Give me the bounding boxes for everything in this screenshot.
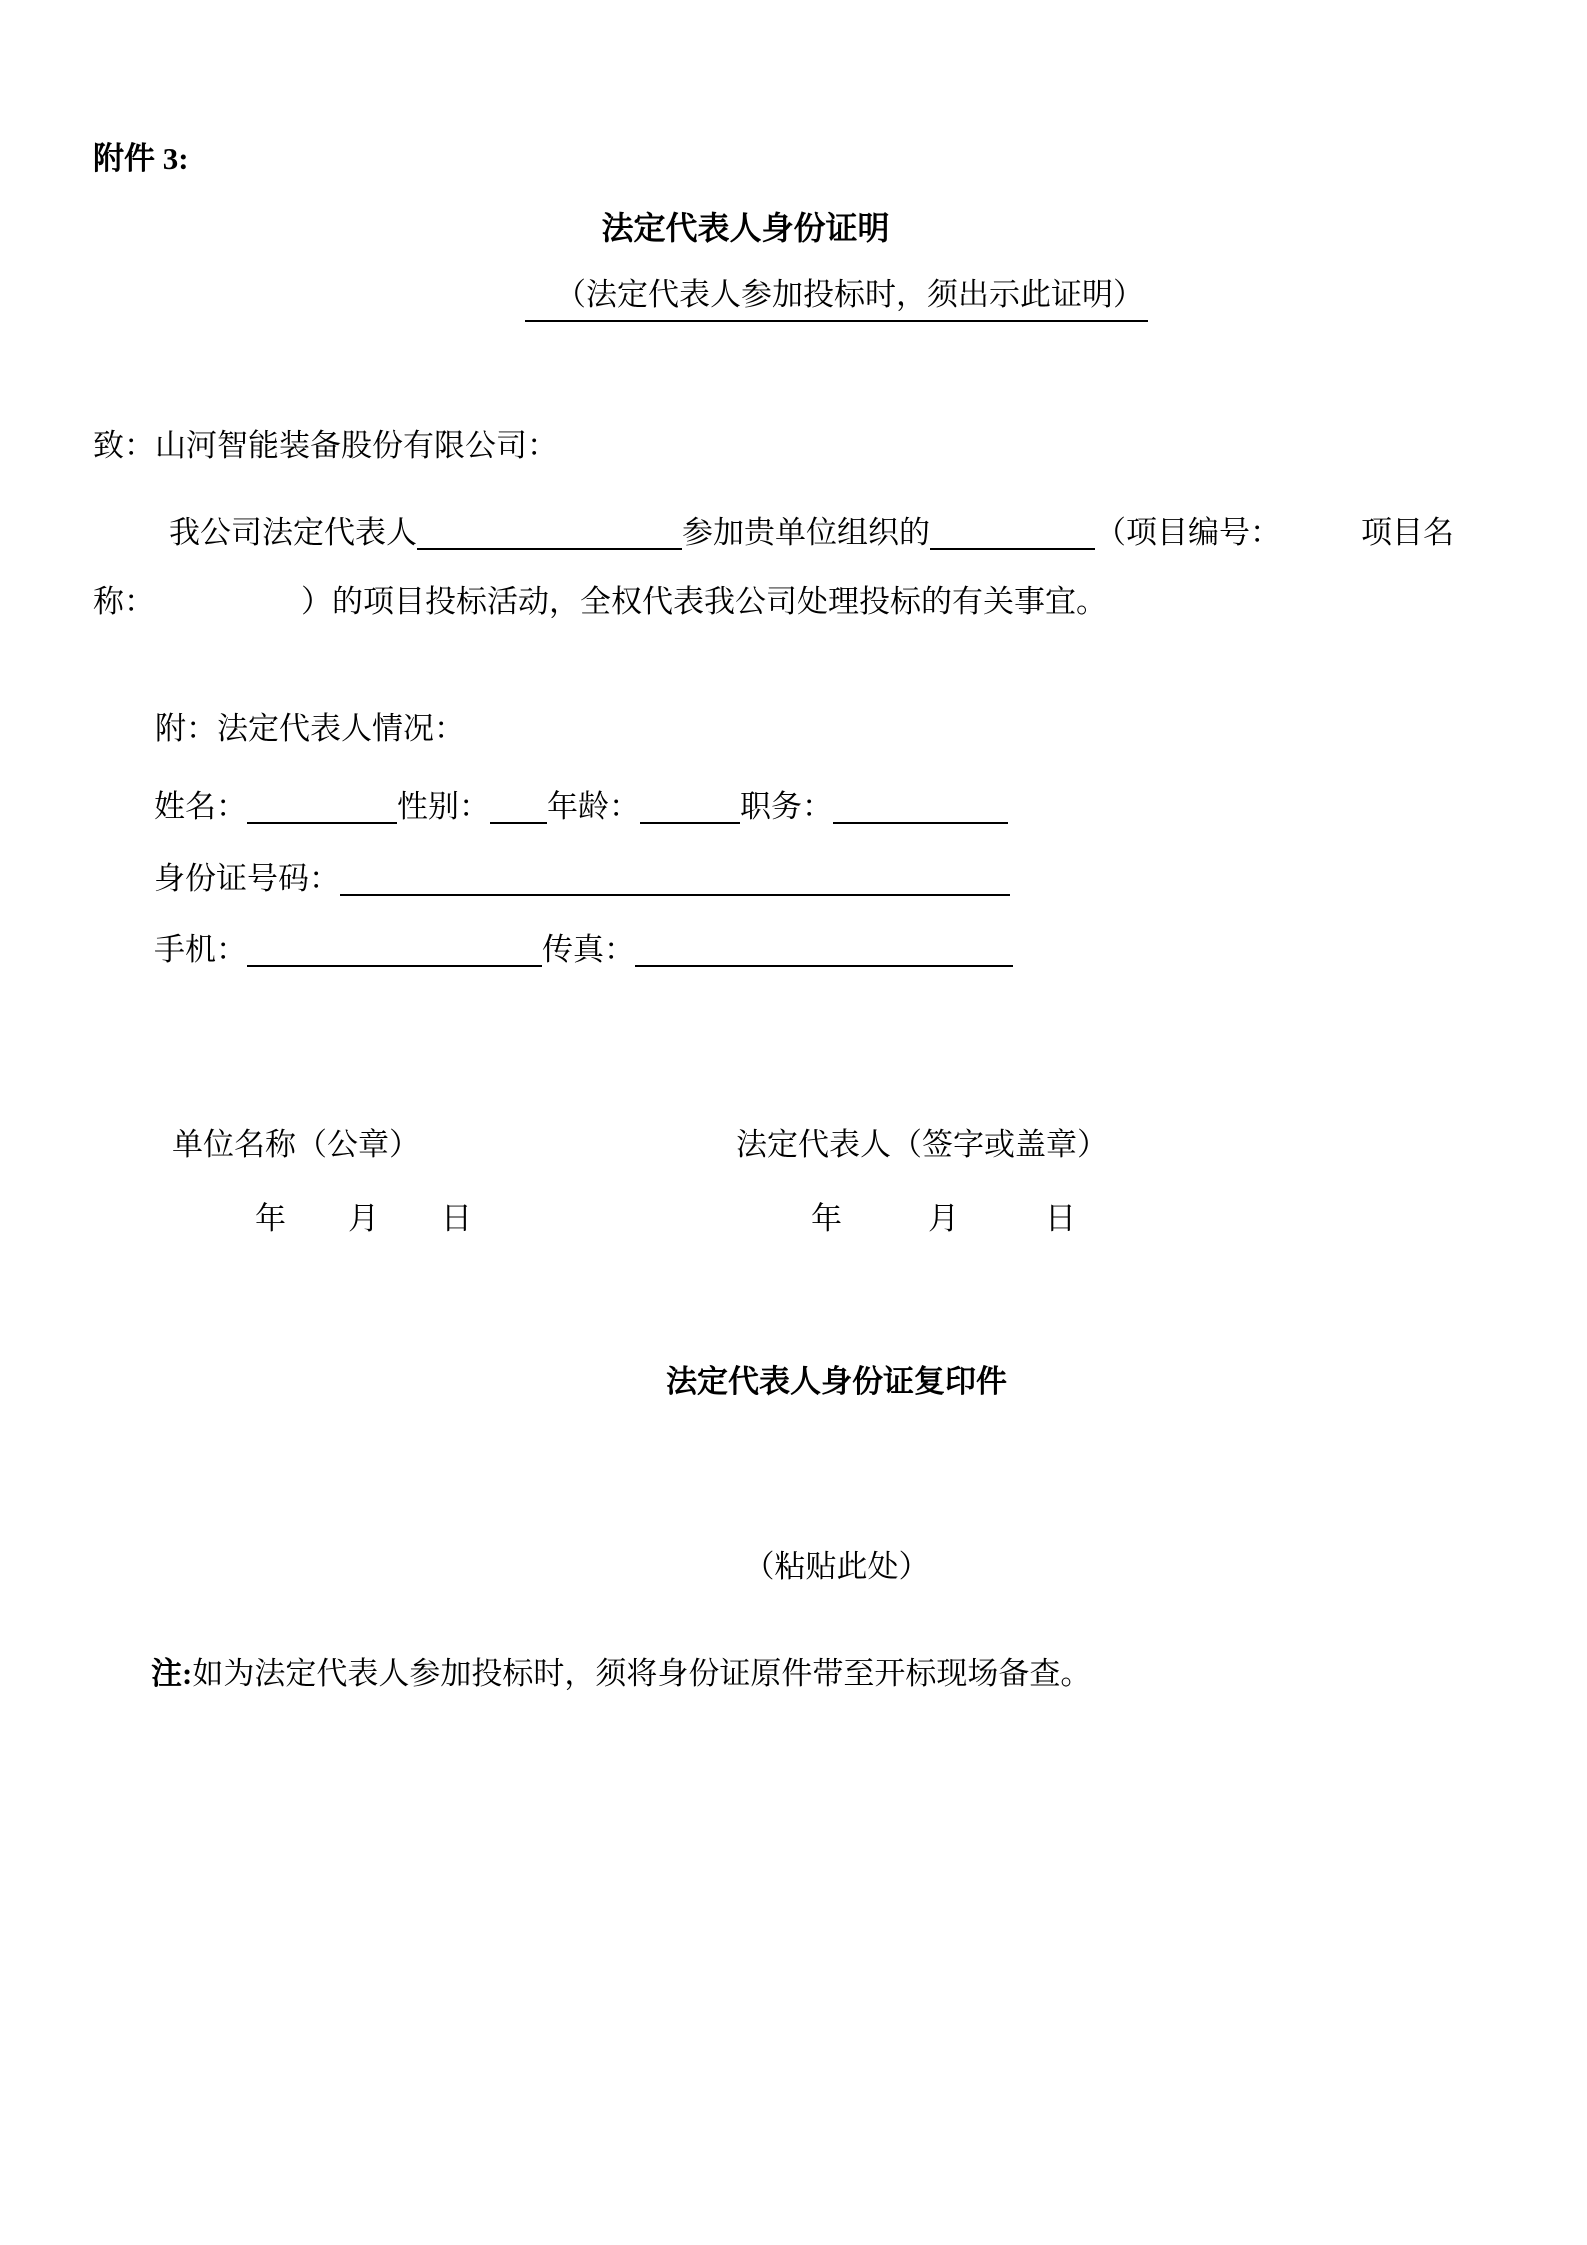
page-title: 法定代表人身份证明 <box>601 210 890 246</box>
subtitle-row <box>93 276 1494 322</box>
body-text-1: 我公司法定代表人 <box>169 515 417 550</box>
fax-label: 传真： <box>542 932 635 967</box>
project-blank <box>930 517 1095 550</box>
paste-here-row <box>93 1548 1494 1587</box>
paste-here-label: （粘贴此处） <box>743 1549 930 1584</box>
note-prefix: 注: <box>151 1656 193 1691</box>
id-copy-heading-row <box>93 1363 1494 1402</box>
id-copy-heading: 法定代表人身份证复印件 <box>666 1364 1007 1399</box>
rep-info-heading: 附：法定代表人情况： <box>155 711 465 746</box>
attachment-label: 附件 3: <box>93 141 189 176</box>
body-text-3: （项目编号： <box>1095 515 1281 550</box>
fax-blank <box>635 934 1013 967</box>
name-row <box>154 788 1555 827</box>
gender-label: 性别： <box>397 789 490 824</box>
date-line-right: 年 月 日 <box>811 1201 1084 1236</box>
body-text-5: 称： <box>93 584 155 619</box>
id-number-blank <box>340 863 1010 896</box>
job-title-blank <box>833 791 1008 824</box>
age-label: 年龄： <box>547 789 640 824</box>
date-line-left: 年 月 日 <box>255 1201 472 1236</box>
title-row <box>93 208 1494 249</box>
id-number-label: 身份证号码： <box>154 861 340 896</box>
name-blank <box>247 791 397 824</box>
note-text: 如为法定代表人参加投标时，须将身份证原件带至开标现场备查。 <box>192 1656 1092 1691</box>
body-text-6: ）的项目投标活动，全权代表我公司处理投标的有关事宜。 <box>301 584 1107 619</box>
note-row <box>151 1655 1552 1694</box>
job-title-label: 职务： <box>740 789 833 824</box>
company-seal-label: 单位名称（公章） <box>172 1127 420 1162</box>
body-paragraph-line1 <box>93 514 1494 553</box>
rep-signature-label: 法定代表人（签字或盖章） <box>736 1127 1108 1162</box>
mobile-label: 手机： <box>154 932 247 967</box>
gender-blank <box>490 791 547 824</box>
body-text-4: 项目名 <box>1361 515 1454 550</box>
body-paragraph-line2 <box>93 583 1494 622</box>
id-number-row <box>154 860 1555 899</box>
representative-name-blank <box>417 517 682 550</box>
page-subtitle: （法定代表人参加投标时，须出示此证明） <box>525 276 1148 322</box>
mobile-blank <box>247 934 542 967</box>
age-blank <box>640 791 740 824</box>
mobile-fax-row <box>154 931 1555 970</box>
name-label: 姓名： <box>154 789 247 824</box>
body-text-2: 参加贵单位组织的 <box>682 515 930 550</box>
salutation: 致：山河智能装备股份有限公司： <box>93 428 558 463</box>
